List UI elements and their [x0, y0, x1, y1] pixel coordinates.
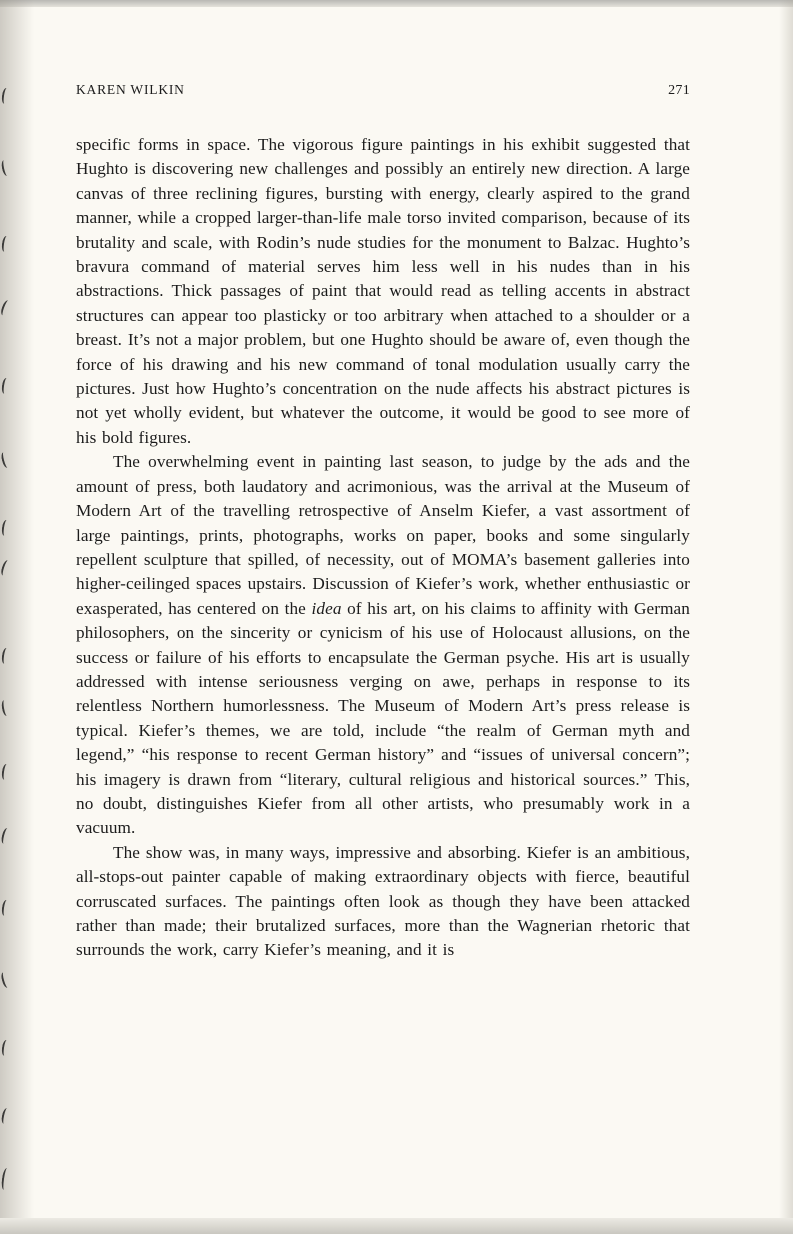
- paragraph-2: [76, 450, 690, 841]
- paragraph-2-text-cont: of his art, on his claims to affinity with German philosophers, on the sincerity or cynicism of his use of Holocaust allusions, on the success or failure of his efforts to encapsulate the German psyche. His art is usually addressed with intense seriousness verging on awe, perhaps in response to its relentless Northern humorlessness. The Museum of Modern Art’s press release is typical. Kiefer’s themes, we are told, include “the realm of German myth and legend,” “his response to recent German history” and “issues of universal concern”; his imagery is drawn from “literary, cultural religious and historical sources.” This, no doubt, distinguishes Kiefer from all other artists, who presumably work in a vacuum.: [76, 598, 690, 838]
- paragraph-2-italic-word: idea: [311, 598, 342, 618]
- running-header: [76, 82, 690, 99]
- body-text: [76, 133, 690, 963]
- paragraph-1: specific forms in space. The vigorous figure paintings in his exhibit suggested that Hughto is discovering new challenges and possibly an entirely new direction. A large canvas of three reclining figures, bursting with energy, clearly aspired to the grand manner, while a cropped larger-than-life male torso invited comparison, because of its brutality and scale, with Rodin’s nude studies for the monument to Balzac. Hughto’s bravura command of material serves him less well in his nudes than in his abstractions. Thick passages of paint that would read as telling accents in abstract structures can appear too plasticky or too arbitrary when attached to a shoulder or a breast. It’s not a major problem, but one Hughto should be aware of, even though the force of his drawing and his new command of tonal modulation usually carry the pictures. Just how Hughto’s concentration on the nude affects his abstract pictures is not yet wholly evident, but whatever the outcome, it would be good to see more of his bold figures.: [76, 135, 690, 447]
- paragraph-3: The show was, in many ways, impressive and absorbing. Kiefer is an ambitious, all-stops-out painter capable of making extraordinary objects with fierce, beautiful corruscated surfaces. The paintings often look as though they have been attacked rather than made; their brutalized surfaces, more than the Wagnerian rhetoric that surrounds the work, carry Kiefer’s meaning, and it is: [76, 842, 690, 960]
- paragraph-2-text: The overwhelming event in painting last season, to judge by the ads and the amount of press, both laudatory and acrimonious, was the arrival at the Museum of Modern Art of the travelling retrospective of Anselm Kiefer, a vast assortment of large paintings, prints, photographs, works on paper, books and some singularly repellent sculpture that spilled, of necessity, out of MOMA’s basement galleries into higher-ceilinged spaces upstairs. Discussion of Kiefer’s work, whether enthusiastic or exasperated, has centered on the: [76, 452, 690, 618]
- running-header-author: KAREN WILKIN: [76, 82, 185, 97]
- page-number: 271: [668, 83, 690, 98]
